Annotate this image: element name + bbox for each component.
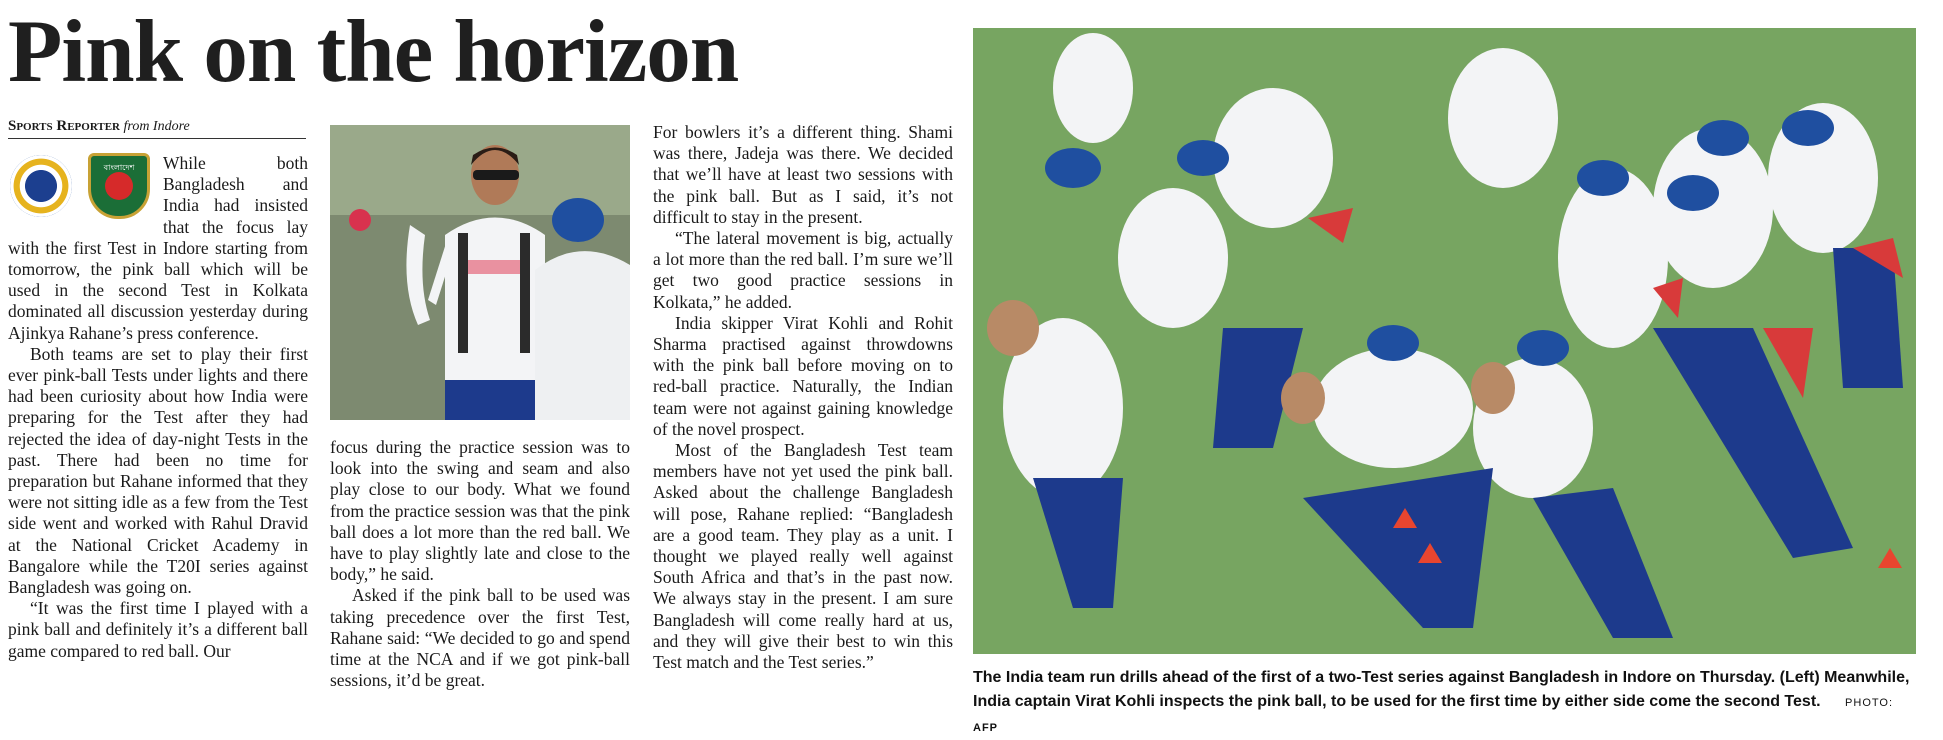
pink-ball — [349, 209, 371, 231]
headline: Pink on the horizon — [8, 3, 739, 101]
kohli-photo-illustration — [330, 125, 630, 420]
reporter-location: from Indore — [123, 119, 190, 134]
paragraph: Both teams are set to play their first ever pink-ball Tests under lights and there had been curiosity about how India were preparing for the Test after they had rejected the idea of day-night Tests in the past. There had been no time for preparation but Rahane informed that they were not sitting idle as a few from the Test side went and worked with Rahul Dravid at the National Cricket Academy in Bangalore while the T20I series against Bangladesh was going on. — [8, 343, 308, 598]
paragraph: Most of the Bangladesh Test team members have not yet used the pink ball. Asked about the challenge Bangladesh will pose, Rahane replied: “Bangladesh are a good team. They play as a unit. I thought we played really well against South Africa and that’s in the past now. We always stay in the present. I am sure Bangladesh will come really hard at us, and they will give their best to win this Test match and the Test series.” — [653, 440, 953, 673]
paragraph: India skipper Virat Kohli and Rohit Sharma practised against throwdowns with the pink ball before moving on to red-ball practice. Naturally, the Indian team were not against gaining knowledge of the novel prospect. — [653, 312, 953, 439]
paragraph: For bowlers it’s a different thing. Shami was there, Jadeja was there. We decided that we’ll have at least two sessions with the pink ball. But as I said, it’s not difficult to stay in the present. — [653, 122, 953, 227]
paragraph: “The lateral movement is big, actually a lot more than the red ball. I’m sure we’ll get two good practice sessions in Kolkata,” he added. — [653, 228, 953, 312]
team-logos — [8, 153, 155, 221]
photo-credit-label: PHOTO: — [1845, 697, 1894, 709]
team-drills-illustration — [973, 28, 1916, 654]
photo-caption — [973, 666, 1918, 740]
bcb-logo-text: বাংলাদেশ — [103, 163, 135, 172]
byline — [8, 118, 306, 139]
paragraph: “It was the first time I played with a pink ball and definitely it’s a different ball game compared to red ball. Our — [8, 598, 308, 661]
article-column-1 — [8, 153, 308, 662]
photo-credit-source: AFP — [973, 722, 998, 734]
paragraph: Asked if the pink ball to be used was taking precedence over the first Test, Rahane said: “We decided to go and spend time at the NCA and if we got pink-ball sessions, it’d be great. — [330, 585, 630, 691]
reporter-name: Sports Reporter — [8, 118, 120, 134]
article-column-2 — [330, 437, 630, 691]
caption-text: The India team run drills ahead of the first of a two-Test series against Bangladesh in Indore on Thursday. (Left) Meanwhile, India captain Virat Kohli inspects the pink ball, to be used for the first time by either side come the second Test. — [973, 669, 1910, 710]
team-drills-photo — [973, 28, 1916, 654]
paragraph: While both Bangladesh and India had insisted that the focus lay with the first Test in Indore starting from tomorrow, the pink ball which will be used in the second Test in Kolkata dominated all discussion yesterday during Ajinkya Rahane’s press conference. — [8, 153, 308, 343]
bcci-logo — [10, 155, 72, 217]
article-column-3 — [653, 122, 953, 673]
bcb-logo — [88, 153, 150, 219]
kohli-photo — [330, 125, 630, 420]
paragraph: focus during the practice session was to look into the swing and seam and also play close to our body. What we found from the practice session was that the pink ball does a lot more than the red ball. We have to play slightly late and close to the body,” he said. — [330, 437, 630, 585]
